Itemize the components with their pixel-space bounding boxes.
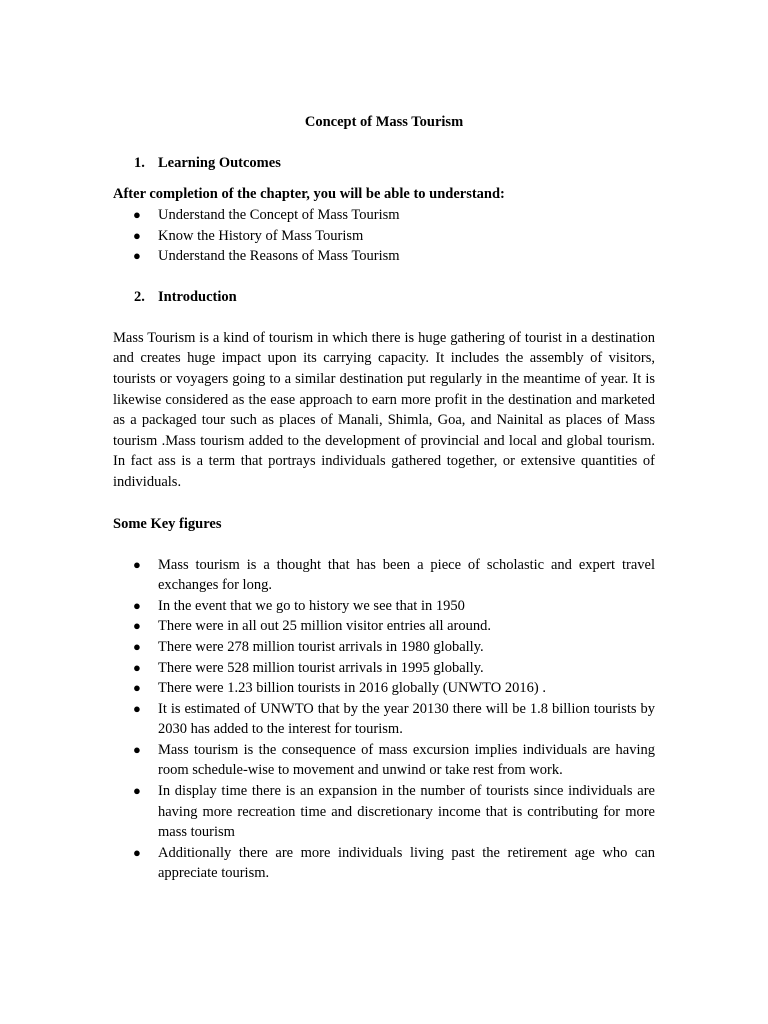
bullet-icon: ●	[133, 248, 141, 264]
list-item: ● Additionally there are more individuals living past the retirement age who can appreciate tourism.	[133, 844, 655, 882]
key-figures-heading: Some Key figures	[113, 515, 222, 532]
bullet-icon: ●	[133, 700, 141, 716]
list-item: ● Understand the Reasons of Mass Tourism	[113, 246, 655, 267]
list-item: ● There were 1.23 billion tourists in 2016 globally (UNWTO 2016) .	[113, 678, 655, 699]
list-item: ● In display time there is an expansion in the number of tourists since individuals are having more recreation time and discretionary income that is contributing for more mass tourism	[133, 783, 655, 841]
list-item: ● There were 528 million tourist arrivals in 1995 globally.	[113, 658, 655, 679]
section-title: Learning Outcomes	[158, 155, 281, 171]
bullet-icon: ●	[133, 207, 141, 222]
bullet-icon: ●	[133, 638, 141, 654]
list-item: ● There were 278 million tourist arrivals in 1980 globally.	[113, 637, 655, 658]
list-item: ● Understand the Concept of Mass Tourism	[113, 205, 655, 226]
section-number: 2.	[134, 288, 145, 305]
list-item: ● Mass tourism is the consequence of mass excursion implies individuals are having room schedule-wise to movement and unwind or take rest from work.	[133, 741, 655, 779]
list-item: ● Mass tourism is a thought that has been a piece of scholastic and expert travel exchanges for long.	[133, 556, 655, 594]
list-item: ● Know the History of Mass Tourism	[113, 226, 655, 247]
bullet-icon: ●	[133, 680, 141, 696]
document-page	[113, 111, 655, 884]
document-title: Concept of Mass Tourism	[304, 114, 464, 130]
section-heading-introduction	[113, 286, 655, 308]
bullet-icon: ●	[133, 741, 141, 757]
outcomes-intro: After completion of the chapter, you will be able to understand:	[113, 186, 505, 202]
bullet-icon: ●	[133, 227, 141, 243]
list-item: ● There were in all out 25 million visitor entries all around.	[113, 616, 655, 637]
bullet-icon: ●	[133, 618, 141, 634]
outcomes-list	[113, 205, 655, 267]
bullet-icon: ●	[133, 783, 141, 799]
bullet-icon: ●	[133, 659, 141, 675]
intro-paragraph: Mass Tourism is a kind of tourism in which there is huge gathering of tourist in a destination and creates huge impact upon its carrying capacity. It includes the assembly of visitors, tourists or voyagers going to a similar destination put regularly in the meantime of year. It is likewise considered as the ease approach to earn more profit in the destination and marketed as a packaged tour such as places of Manali, Shimla, Goa, and Nainital as places of Mass tourism .Mass tourism added to the development of provincial and local and global tourism. In fact ass is a term that portrays individuals gathered together, or extensive quantities of individuals.	[113, 329, 655, 490]
list-item: ● In the event that we go to history we see that in 1950	[113, 596, 655, 617]
section-heading-learning-outcomes	[113, 152, 655, 174]
key-figures-list	[113, 555, 655, 885]
bullet-icon: ●	[133, 844, 141, 860]
bullet-icon: ●	[133, 597, 141, 613]
bullet-icon: ●	[133, 556, 141, 572]
list-item: ● It is estimated of UNWTO that by the year 20130 there will be 1.8 billion tourists by 2030 has added to the interest for tourism.	[133, 700, 655, 738]
section-number: 1.	[134, 155, 145, 171]
section-title: Introduction	[158, 288, 237, 305]
